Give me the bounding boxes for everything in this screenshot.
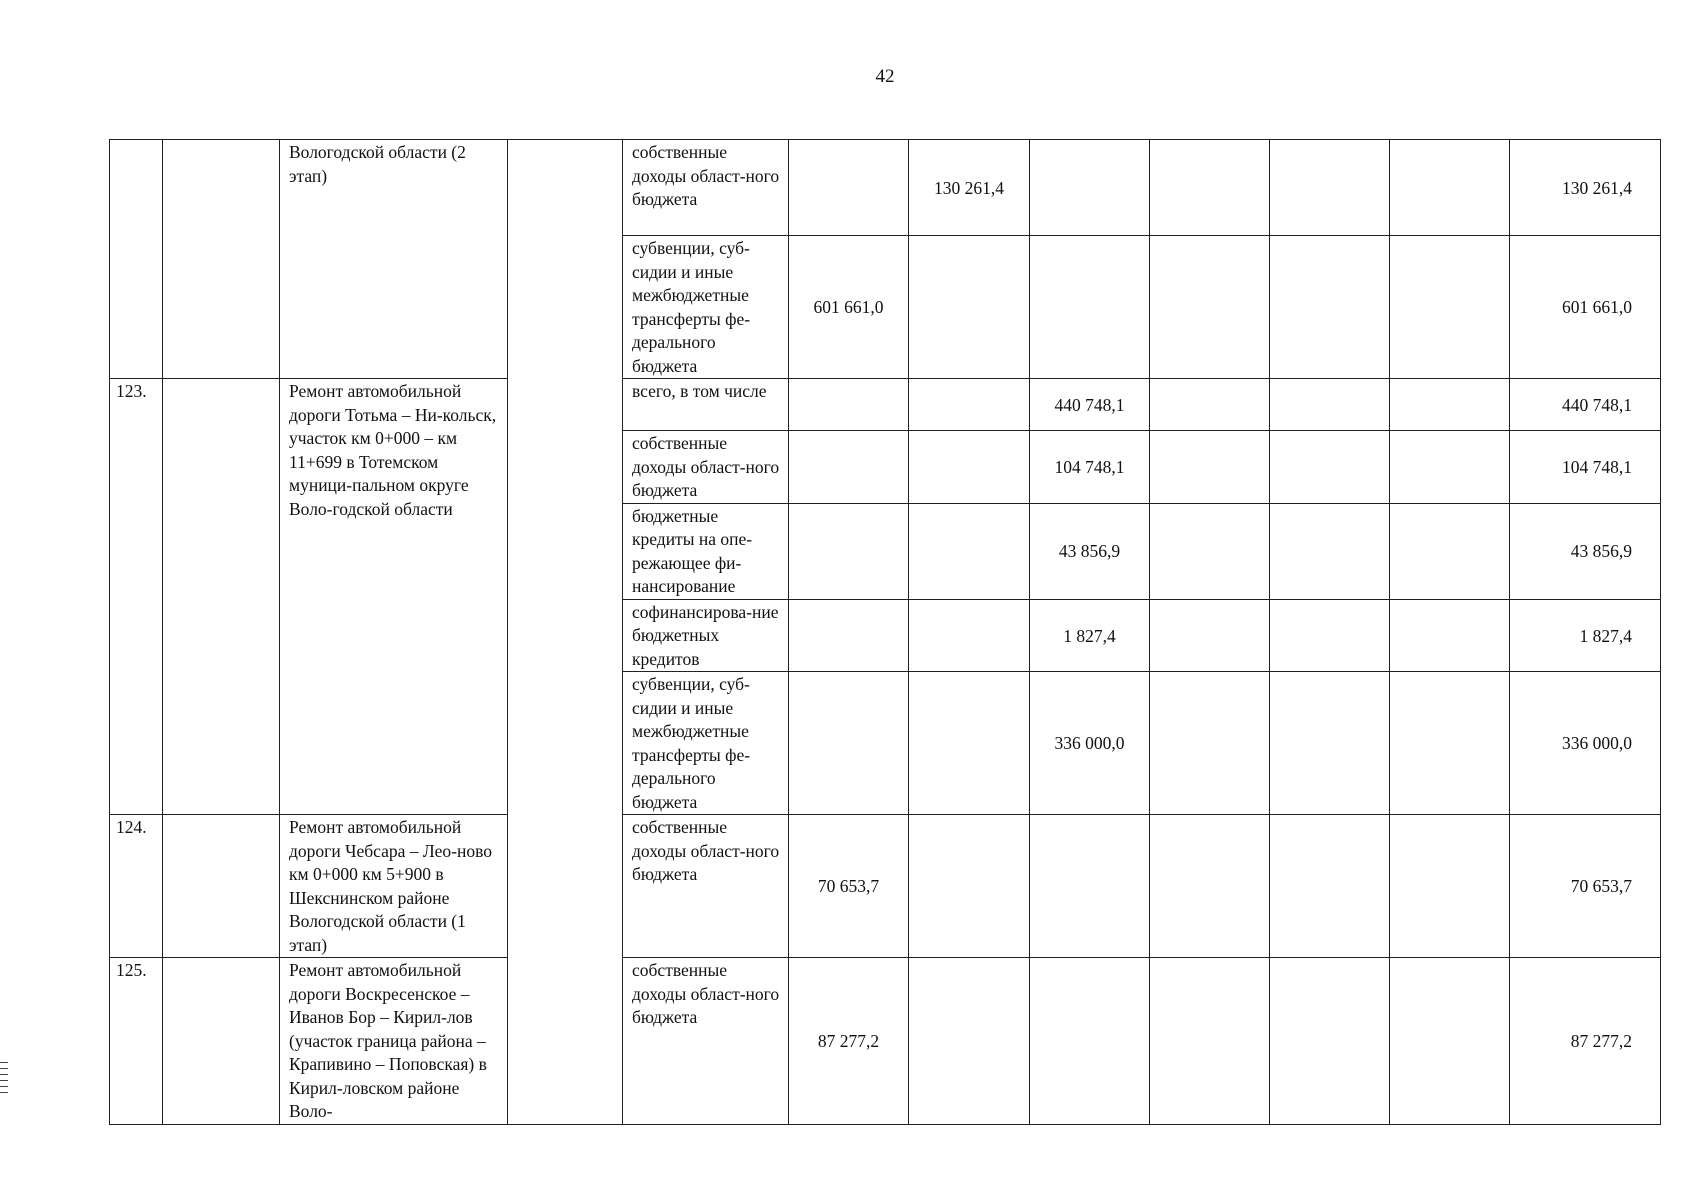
empty-cell: [1270, 140, 1390, 236]
page-number: 42: [875, 66, 895, 87]
row-number: 125.: [110, 958, 163, 1125]
total-cell: 87 277,2: [1510, 958, 1661, 1125]
amount-cell: 130 261,4: [909, 140, 1030, 236]
total-cell: 70 653,7: [1510, 815, 1661, 958]
scan-edge-marks: [0, 1062, 8, 1102]
empty-cell: [1150, 140, 1270, 236]
object-name: Вологодской области (2 этап): [280, 140, 508, 379]
empty-cell: [1270, 379, 1390, 431]
amount-cell: [909, 379, 1030, 431]
amount-cell: [789, 140, 909, 236]
amount-cell: [909, 503, 1030, 599]
amount-cell: [1030, 958, 1150, 1125]
amount-cell: [1030, 140, 1150, 236]
table-row: [110, 958, 1661, 1125]
amount-cell: [789, 379, 909, 431]
empty-cell: [163, 815, 280, 958]
amount-cell: 104 748,1: [1030, 431, 1150, 504]
amount-cell: [789, 503, 909, 599]
object-name: Ремонт автомобильной дороги Тотьма – Ни-кольск, участок км 0+000 – км 11+699 в Тотемском муници-пальном округе Воло-годской области: [280, 379, 508, 815]
funding-source: собственные доходы област-ного бюджета: [623, 815, 789, 958]
empty-cell: [1390, 958, 1510, 1125]
table-row: [110, 379, 1661, 431]
empty-cell: [1270, 958, 1390, 1125]
amount-cell: [909, 815, 1030, 958]
object-name: Ремонт автомобильной дороги Чебсара – Лео-ново км 0+000 км 5+900 в Шекснинском районе Вологодской области (1 этап): [280, 815, 508, 958]
amount-cell: [909, 599, 1030, 672]
empty-cell: [163, 140, 280, 379]
empty-cell: [163, 379, 280, 815]
amount-cell: 70 653,7: [789, 815, 909, 958]
empty-cell: [508, 140, 623, 1125]
empty-cell: [1270, 431, 1390, 504]
table-row: [110, 140, 1661, 236]
empty-cell: [1270, 815, 1390, 958]
amount-cell: [909, 236, 1030, 379]
amount-cell: [789, 599, 909, 672]
budget-table: [109, 139, 1661, 1125]
empty-cell: [1270, 672, 1390, 815]
amount-cell: 440 748,1: [1030, 379, 1150, 431]
row-number: 124.: [110, 815, 163, 958]
funding-source: бюджетные кредиты на опе-режающее фи-нансирование: [623, 503, 789, 599]
funding-source: субвенции, суб-сидии и иные межбюджетные трансферты фе-дерального бюджета: [623, 236, 789, 379]
empty-cell: [1150, 815, 1270, 958]
table-row: [110, 815, 1661, 958]
amount-cell: 601 661,0: [789, 236, 909, 379]
row-number: [110, 140, 163, 379]
amount-cell: 336 000,0: [1030, 672, 1150, 815]
empty-cell: [1390, 140, 1510, 236]
total-cell: 130 261,4: [1510, 140, 1661, 236]
amount-cell: [789, 672, 909, 815]
funding-source: всего, в том числе: [623, 379, 789, 431]
total-cell: 104 748,1: [1510, 431, 1661, 504]
empty-cell: [1150, 958, 1270, 1125]
total-cell: 43 856,9: [1510, 503, 1661, 599]
row-number: 123.: [110, 379, 163, 815]
funding-source: собственные доходы област-ного бюджета: [623, 431, 789, 504]
funding-source: собственные доходы област-ного бюджета: [623, 958, 789, 1125]
empty-cell: [1390, 815, 1510, 958]
amount-cell: [1030, 236, 1150, 379]
empty-cell: [1150, 431, 1270, 504]
total-cell: 1 827,4: [1510, 599, 1661, 672]
amount-cell: [909, 431, 1030, 504]
amount-cell: [789, 431, 909, 504]
funding-source: собственные доходы област-ного бюджета: [623, 140, 789, 236]
empty-cell: [1150, 599, 1270, 672]
amount-cell: [1030, 815, 1150, 958]
empty-cell: [1270, 236, 1390, 379]
amount-cell: 1 827,4: [1030, 599, 1150, 672]
empty-cell: [1390, 431, 1510, 504]
total-cell: 336 000,0: [1510, 672, 1661, 815]
amount-cell: 43 856,9: [1030, 503, 1150, 599]
empty-cell: [1390, 503, 1510, 599]
total-cell: 440 748,1: [1510, 379, 1661, 431]
amount-cell: [909, 672, 1030, 815]
empty-cell: [1270, 503, 1390, 599]
amount-cell: 87 277,2: [789, 958, 909, 1125]
funding-source: субвенции, суб-сидии и иные межбюджетные трансферты фе-дерального бюджета: [623, 672, 789, 815]
empty-cell: [1390, 599, 1510, 672]
amount-cell: [909, 958, 1030, 1125]
empty-cell: [1270, 599, 1390, 672]
empty-cell: [1390, 672, 1510, 815]
empty-cell: [163, 958, 280, 1125]
empty-cell: [1390, 236, 1510, 379]
empty-cell: [1150, 379, 1270, 431]
empty-cell: [1150, 236, 1270, 379]
total-cell: 601 661,0: [1510, 236, 1661, 379]
empty-cell: [1150, 503, 1270, 599]
empty-cell: [1390, 379, 1510, 431]
empty-cell: [1150, 672, 1270, 815]
funding-source: софинансирова-ние бюджетных кредитов: [623, 599, 789, 672]
object-name: Ремонт автомобильной дороги Воскресенское – Иванов Бор – Кирил-лов (участок граница района – Крапивино – Поповская) в Кирил-ловском районе Воло-: [280, 958, 508, 1125]
